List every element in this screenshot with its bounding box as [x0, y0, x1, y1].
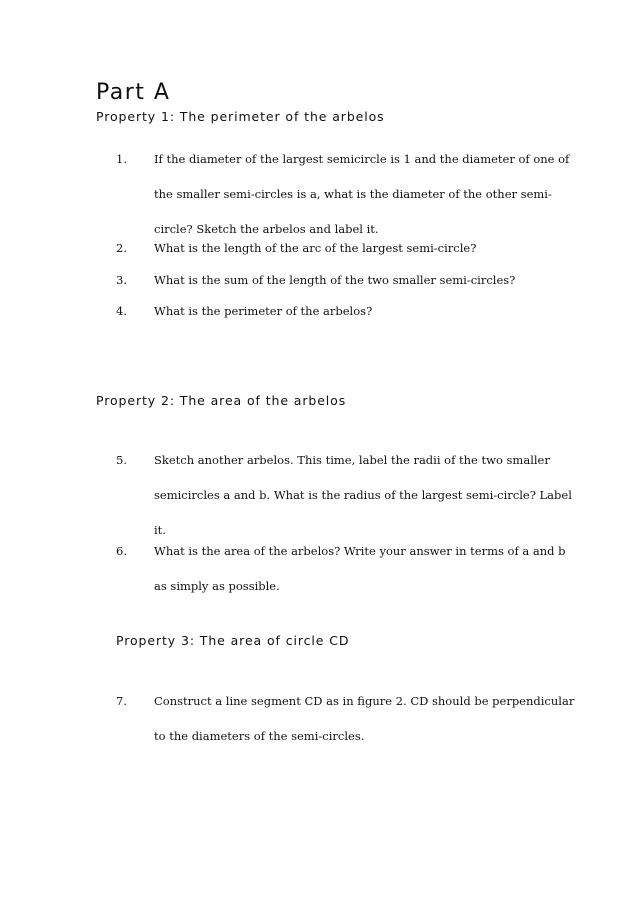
page-title: Part A [96, 80, 171, 105]
question-line: the smaller semi-circles is a, what is the diameter of the other semi- [154, 187, 552, 201]
question-text [154, 693, 575, 744]
question-line: semicircles a and b. What is the radius of the largest semi-circle? Label [154, 488, 572, 502]
question-number: 7. [116, 694, 127, 708]
section-heading-property-3: Property 3: The area of circle CD [116, 633, 350, 648]
question-line: Construct a line segment CD as in figure 2. CD should be perpendicular [154, 694, 575, 708]
question-line: as simply as possible. [154, 579, 280, 593]
question-line: Sketch another arbelos. This time, label the radii of the two smaller [154, 453, 550, 467]
question-text [154, 452, 572, 538]
section-heading-property-1: Property 1: The perimeter of the arbelos [96, 109, 385, 124]
question-number: 3. [116, 273, 127, 287]
question-text [154, 240, 554, 256]
section-heading-property-2: Property 2: The area of the arbelos [96, 393, 347, 408]
question-number: 1. [116, 152, 127, 166]
question-line: What is the sum of the length of the two smaller semi-circles? [154, 273, 516, 287]
question-number: 2. [116, 241, 127, 255]
question-line: What is the length of the arc of the largest semi-circle? [154, 241, 477, 255]
question-text [154, 543, 566, 594]
question-line: What is the area of the arbelos? Write your answer in terms of a and b [154, 544, 566, 558]
question-line: If the diameter of the largest semicircle is 1 and the diameter of one of [154, 152, 570, 166]
question-line: circle? Sketch the arbelos and label it. [154, 222, 379, 236]
question-text [154, 272, 554, 288]
question-text [154, 303, 554, 319]
question-number: 5. [116, 453, 127, 467]
question-text [154, 151, 570, 237]
question-line: What is the perimeter of the arbelos? [154, 304, 373, 318]
question-number: 4. [116, 304, 127, 318]
question-line: it. [154, 523, 166, 537]
question-number: 6. [116, 544, 127, 558]
question-line: to the diameters of the semi-circles. [154, 729, 365, 743]
